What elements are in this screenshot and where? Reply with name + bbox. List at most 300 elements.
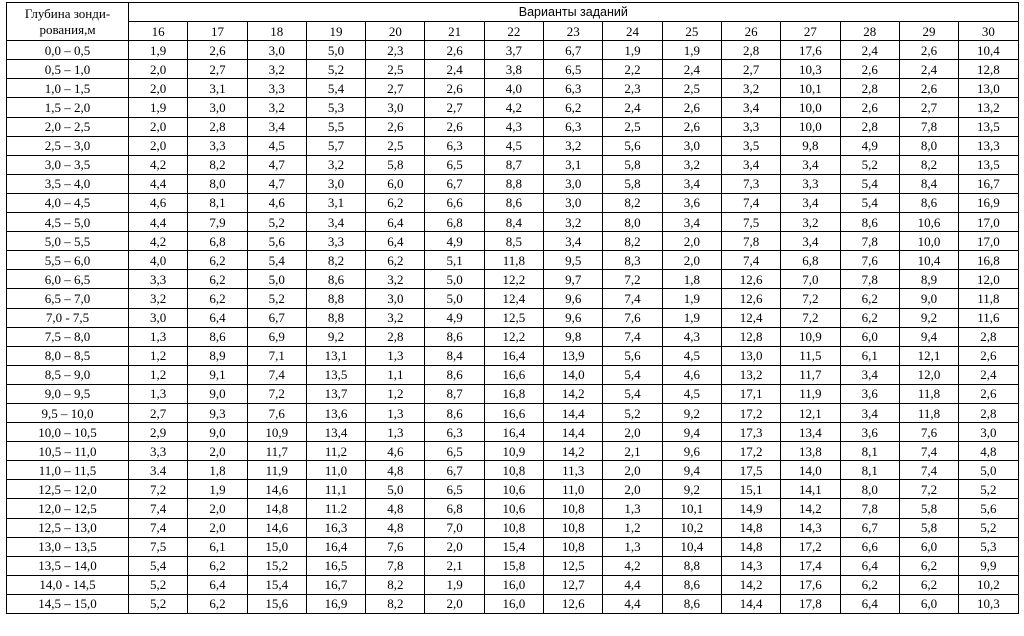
value-cell: 3,2 bbox=[306, 155, 365, 174]
value-cell: 9,7 bbox=[544, 270, 603, 289]
value-cell: 6,8 bbox=[425, 213, 484, 232]
depth-cell: 2,0 – 2,5 bbox=[7, 117, 129, 136]
value-cell: 14,3 bbox=[781, 518, 840, 537]
value-cell: 16,4 bbox=[306, 537, 365, 556]
value-cell: 7,4 bbox=[721, 251, 780, 270]
value-cell: 1,9 bbox=[425, 575, 484, 594]
value-cell: 10,2 bbox=[959, 575, 1018, 594]
value-cell: 12,4 bbox=[484, 289, 543, 308]
value-cell: 2,1 bbox=[603, 442, 662, 461]
value-cell: 11,7 bbox=[781, 365, 840, 384]
table-row bbox=[7, 60, 1019, 79]
value-cell: 3,4 bbox=[662, 174, 721, 193]
value-cell: 7,2 bbox=[899, 480, 958, 499]
value-cell: 4,5 bbox=[247, 136, 306, 155]
value-cell: 3,0 bbox=[366, 289, 425, 308]
value-cell: 12,8 bbox=[721, 327, 780, 346]
value-cell: 1,9 bbox=[129, 41, 188, 60]
value-cell: 8,2 bbox=[603, 232, 662, 251]
value-cell: 3,3 bbox=[721, 117, 780, 136]
value-cell: 9,1 bbox=[188, 365, 247, 384]
value-cell: 14,0 bbox=[781, 461, 840, 480]
value-cell: 7,4 bbox=[899, 461, 958, 480]
depth-cell: 5,5 – 6,0 bbox=[7, 251, 129, 270]
value-cell: 10,9 bbox=[247, 423, 306, 442]
value-cell: 1,3 bbox=[129, 327, 188, 346]
value-cell: 10,6 bbox=[484, 480, 543, 499]
value-cell: 14,6 bbox=[247, 480, 306, 499]
value-cell: 4,2 bbox=[129, 155, 188, 174]
value-cell: 2,4 bbox=[425, 60, 484, 79]
depth-cell: 8,0 – 8,5 bbox=[7, 346, 129, 365]
value-cell: 9,5 bbox=[544, 251, 603, 270]
value-cell: 3.4 bbox=[129, 461, 188, 480]
value-cell: 3,8 bbox=[484, 60, 543, 79]
value-cell: 8,1 bbox=[840, 461, 899, 480]
value-cell: 2,8 bbox=[366, 327, 425, 346]
table-row bbox=[7, 403, 1019, 422]
depth-cell: 7,5 – 8,0 bbox=[7, 327, 129, 346]
value-cell: 4,8 bbox=[366, 518, 425, 537]
value-cell: 4,7 bbox=[247, 155, 306, 174]
value-cell: 8,6 bbox=[425, 327, 484, 346]
value-cell: 13,0 bbox=[721, 346, 780, 365]
value-cell: 5,2 bbox=[959, 480, 1018, 499]
variant-header-18: 18 bbox=[247, 22, 306, 41]
value-cell: 6,2 bbox=[188, 594, 247, 613]
value-cell: 7,5 bbox=[129, 537, 188, 556]
value-cell: 10,0 bbox=[781, 117, 840, 136]
value-cell: 16,0 bbox=[484, 575, 543, 594]
value-cell: 14,1 bbox=[781, 480, 840, 499]
value-cell: 6,8 bbox=[781, 251, 840, 270]
value-cell: 1,3 bbox=[366, 423, 425, 442]
value-cell: 5,2 bbox=[840, 155, 899, 174]
value-cell: 2,6 bbox=[840, 98, 899, 117]
value-cell: 5,7 bbox=[306, 136, 365, 155]
depth-cell: 5,0 – 5,5 bbox=[7, 232, 129, 251]
value-cell: 8,6 bbox=[662, 575, 721, 594]
value-cell: 5,5 bbox=[306, 117, 365, 136]
value-cell: 9,2 bbox=[306, 327, 365, 346]
value-cell: 1,2 bbox=[603, 518, 662, 537]
depth-cell: 8,5 – 9,0 bbox=[7, 365, 129, 384]
value-cell: 15,8 bbox=[484, 556, 543, 575]
value-cell: 6,8 bbox=[425, 499, 484, 518]
depth-cell: 14,5 – 15,0 bbox=[7, 594, 129, 613]
value-cell: 3,7 bbox=[484, 41, 543, 60]
table-header bbox=[7, 3, 1019, 41]
value-cell: 2,9 bbox=[129, 423, 188, 442]
table-row bbox=[7, 155, 1019, 174]
variant-header-20: 20 bbox=[366, 22, 425, 41]
value-cell: 9,3 bbox=[188, 403, 247, 422]
value-cell: 2,0 bbox=[129, 117, 188, 136]
value-cell: 12,5 bbox=[544, 556, 603, 575]
value-cell: 10,0 bbox=[899, 232, 958, 251]
value-cell: 3,2 bbox=[247, 98, 306, 117]
value-cell: 2,0 bbox=[129, 79, 188, 98]
value-cell: 10,6 bbox=[484, 499, 543, 518]
value-cell: 8,6 bbox=[306, 270, 365, 289]
depth-cell: 3,5 – 4,0 bbox=[7, 174, 129, 193]
value-cell: 17,8 bbox=[781, 594, 840, 613]
value-cell: 2,6 bbox=[425, 79, 484, 98]
value-cell: 8,8 bbox=[662, 556, 721, 575]
value-cell: 2,4 bbox=[840, 41, 899, 60]
value-cell: 2,0 bbox=[662, 251, 721, 270]
value-cell: 1,2 bbox=[129, 346, 188, 365]
value-cell: 12,0 bbox=[899, 365, 958, 384]
value-cell: 4,5 bbox=[484, 136, 543, 155]
value-cell: 5,2 bbox=[306, 60, 365, 79]
value-cell: 11,1 bbox=[306, 480, 365, 499]
value-cell: 2,6 bbox=[899, 41, 958, 60]
value-cell: 5,4 bbox=[306, 79, 365, 98]
value-cell: 2,5 bbox=[662, 79, 721, 98]
value-cell: 4,6 bbox=[247, 193, 306, 212]
value-cell: 16,8 bbox=[484, 384, 543, 403]
table-row bbox=[7, 346, 1019, 365]
value-cell: 8,1 bbox=[188, 193, 247, 212]
value-cell: 5,8 bbox=[899, 518, 958, 537]
value-cell: 6,2 bbox=[188, 251, 247, 270]
table-row bbox=[7, 41, 1019, 60]
value-cell: 8,2 bbox=[188, 155, 247, 174]
value-cell: 2,7 bbox=[366, 79, 425, 98]
value-cell: 9,0 bbox=[899, 289, 958, 308]
value-cell: 8,2 bbox=[366, 594, 425, 613]
value-cell: 9,0 bbox=[188, 384, 247, 403]
value-cell: 2,7 bbox=[129, 403, 188, 422]
value-cell: 7,6 bbox=[603, 308, 662, 327]
value-cell: 12,2 bbox=[484, 327, 543, 346]
depth-cell: 4,0 – 4,5 bbox=[7, 193, 129, 212]
value-cell: 10,3 bbox=[781, 60, 840, 79]
value-cell: 6,8 bbox=[188, 232, 247, 251]
value-cell: 6,2 bbox=[366, 251, 425, 270]
value-cell: 4,6 bbox=[366, 442, 425, 461]
value-cell: 6,2 bbox=[899, 556, 958, 575]
table-row bbox=[7, 365, 1019, 384]
value-cell: 8,6 bbox=[662, 594, 721, 613]
value-cell: 7,1 bbox=[247, 346, 306, 365]
value-cell: 1,3 bbox=[366, 346, 425, 365]
value-cell: 11,9 bbox=[247, 461, 306, 480]
value-cell: 6,7 bbox=[425, 461, 484, 480]
variant-header-28: 28 bbox=[840, 22, 899, 41]
value-cell: 8,6 bbox=[188, 327, 247, 346]
value-cell: 16,9 bbox=[306, 594, 365, 613]
value-cell: 5,6 bbox=[959, 499, 1018, 518]
value-cell: 8,8 bbox=[306, 308, 365, 327]
value-cell: 13,5 bbox=[959, 155, 1018, 174]
value-cell: 2,0 bbox=[129, 136, 188, 155]
value-cell: 12,4 bbox=[721, 308, 780, 327]
value-cell: 13,7 bbox=[306, 384, 365, 403]
value-cell: 7,4 bbox=[899, 442, 958, 461]
value-cell: 12,6 bbox=[544, 594, 603, 613]
value-cell: 10,8 bbox=[544, 518, 603, 537]
value-cell: 14,4 bbox=[544, 423, 603, 442]
value-cell: 8,4 bbox=[425, 346, 484, 365]
value-cell: 2,6 bbox=[840, 60, 899, 79]
value-cell: 7,4 bbox=[247, 365, 306, 384]
value-cell: 7,2 bbox=[781, 289, 840, 308]
value-cell: 1,3 bbox=[366, 403, 425, 422]
value-cell: 10,2 bbox=[662, 518, 721, 537]
value-cell: 5,8 bbox=[603, 174, 662, 193]
value-cell: 13,5 bbox=[959, 117, 1018, 136]
value-cell: 8,7 bbox=[484, 155, 543, 174]
value-cell: 6,2 bbox=[366, 193, 425, 212]
value-cell: 10,6 bbox=[899, 213, 958, 232]
value-cell: 2,7 bbox=[899, 98, 958, 117]
value-cell: 3,3 bbox=[306, 232, 365, 251]
value-cell: 11,0 bbox=[306, 461, 365, 480]
value-cell: 3,2 bbox=[544, 213, 603, 232]
value-cell: 4,6 bbox=[662, 365, 721, 384]
variant-header-21: 21 bbox=[425, 22, 484, 41]
value-cell: 3,2 bbox=[781, 213, 840, 232]
value-cell: 6,2 bbox=[544, 98, 603, 117]
variant-header-30: 30 bbox=[959, 22, 1018, 41]
value-cell: 11,2 bbox=[306, 442, 365, 461]
value-cell: 4,9 bbox=[425, 308, 484, 327]
value-cell: 12,6 bbox=[721, 270, 780, 289]
value-cell: 7,8 bbox=[721, 232, 780, 251]
value-cell: 14,0 bbox=[544, 365, 603, 384]
value-cell: 15,0 bbox=[247, 537, 306, 556]
value-cell: 4,4 bbox=[129, 174, 188, 193]
value-cell: 4,4 bbox=[603, 594, 662, 613]
depth-cell: 11,0 – 11,5 bbox=[7, 461, 129, 480]
value-cell: 4,8 bbox=[366, 499, 425, 518]
table-row bbox=[7, 384, 1019, 403]
value-cell: 7,4 bbox=[129, 518, 188, 537]
value-cell: 2,0 bbox=[188, 518, 247, 537]
variant-header-22: 22 bbox=[484, 22, 543, 41]
value-cell: 2,8 bbox=[959, 327, 1018, 346]
value-cell: 6,3 bbox=[425, 136, 484, 155]
value-cell: 8,2 bbox=[366, 575, 425, 594]
value-cell: 3,3 bbox=[247, 79, 306, 98]
value-cell: 2,0 bbox=[603, 480, 662, 499]
value-cell: 2,7 bbox=[188, 60, 247, 79]
value-cell: 12,5 bbox=[484, 308, 543, 327]
table-row bbox=[7, 270, 1019, 289]
value-cell: 8,1 bbox=[840, 442, 899, 461]
value-cell: 10,9 bbox=[484, 442, 543, 461]
value-cell: 8,7 bbox=[425, 384, 484, 403]
value-cell: 16,4 bbox=[484, 346, 543, 365]
value-cell: 4,2 bbox=[129, 232, 188, 251]
value-cell: 12,0 bbox=[959, 270, 1018, 289]
value-cell: 3,3 bbox=[129, 270, 188, 289]
value-cell: 5,1 bbox=[425, 251, 484, 270]
table-row bbox=[7, 174, 1019, 193]
value-cell: 3,2 bbox=[721, 79, 780, 98]
value-cell: 1,3 bbox=[603, 499, 662, 518]
value-cell: 3,1 bbox=[188, 79, 247, 98]
value-cell: 14,2 bbox=[544, 442, 603, 461]
table-row bbox=[7, 499, 1019, 518]
value-cell: 4,8 bbox=[959, 442, 1018, 461]
value-cell: 5,4 bbox=[603, 365, 662, 384]
value-cell: 9,6 bbox=[662, 442, 721, 461]
value-cell: 14,8 bbox=[721, 518, 780, 537]
value-cell: 17,1 bbox=[721, 384, 780, 403]
value-cell: 9,2 bbox=[662, 403, 721, 422]
value-cell: 6,4 bbox=[840, 556, 899, 575]
value-cell: 6,4 bbox=[188, 575, 247, 594]
value-cell: 7,0 bbox=[781, 270, 840, 289]
value-cell: 9,2 bbox=[899, 308, 958, 327]
value-cell: 2,8 bbox=[959, 403, 1018, 422]
value-cell: 4,0 bbox=[484, 79, 543, 98]
value-cell: 5,2 bbox=[959, 518, 1018, 537]
value-cell: 3,4 bbox=[247, 117, 306, 136]
value-cell: 15,4 bbox=[247, 575, 306, 594]
value-cell: 7,3 bbox=[721, 174, 780, 193]
depth-cell: 0,0 – 0,5 bbox=[7, 41, 129, 60]
value-cell: 2,0 bbox=[129, 60, 188, 79]
value-cell: 8,4 bbox=[899, 174, 958, 193]
value-cell: 17,0 bbox=[959, 213, 1018, 232]
value-cell: 8,4 bbox=[484, 213, 543, 232]
value-cell: 3,4 bbox=[840, 403, 899, 422]
value-cell: 15,2 bbox=[247, 556, 306, 575]
value-cell: 1,9 bbox=[662, 41, 721, 60]
value-cell: 8,8 bbox=[484, 174, 543, 193]
value-cell: 5,0 bbox=[425, 270, 484, 289]
value-cell: 5,8 bbox=[366, 155, 425, 174]
depth-column-header bbox=[7, 3, 129, 41]
value-cell: 7,6 bbox=[366, 537, 425, 556]
value-cell: 9,6 bbox=[544, 289, 603, 308]
value-cell: 11,9 bbox=[781, 384, 840, 403]
value-cell: 4,5 bbox=[662, 384, 721, 403]
value-cell: 7,8 bbox=[899, 117, 958, 136]
table-row bbox=[7, 480, 1019, 499]
value-cell: 5,4 bbox=[840, 174, 899, 193]
depth-cell: 1,5 – 2,0 bbox=[7, 98, 129, 117]
value-cell: 3,0 bbox=[306, 174, 365, 193]
value-cell: 2,5 bbox=[366, 136, 425, 155]
value-cell: 9,9 bbox=[959, 556, 1018, 575]
value-cell: 3,4 bbox=[840, 365, 899, 384]
value-cell: 10,1 bbox=[781, 79, 840, 98]
depth-header-line1: Глубина зонди- bbox=[24, 5, 111, 21]
value-cell: 17,6 bbox=[781, 41, 840, 60]
value-cell: 1,3 bbox=[603, 537, 662, 556]
value-cell: 3,3 bbox=[129, 442, 188, 461]
depth-header-line2: рования,м bbox=[39, 21, 96, 37]
value-cell: 17,3 bbox=[721, 423, 780, 442]
value-cell: 9,4 bbox=[899, 327, 958, 346]
value-cell: 16,3 bbox=[306, 518, 365, 537]
table-row bbox=[7, 327, 1019, 346]
value-cell: 6,6 bbox=[425, 193, 484, 212]
value-cell: 6,3 bbox=[544, 117, 603, 136]
value-cell: 3,2 bbox=[544, 136, 603, 155]
value-cell: 3,4 bbox=[721, 98, 780, 117]
value-cell: 16,7 bbox=[959, 174, 1018, 193]
value-cell: 6,7 bbox=[425, 174, 484, 193]
value-cell: 15,6 bbox=[247, 594, 306, 613]
value-cell: 4,6 bbox=[129, 193, 188, 212]
value-cell: 8,6 bbox=[484, 193, 543, 212]
value-cell: 3,2 bbox=[129, 289, 188, 308]
value-cell: 5,0 bbox=[306, 41, 365, 60]
value-cell: 2,0 bbox=[425, 537, 484, 556]
value-cell: 1,8 bbox=[188, 461, 247, 480]
value-cell: 3,4 bbox=[781, 193, 840, 212]
value-cell: 3,3 bbox=[781, 174, 840, 193]
value-cell: 4,3 bbox=[484, 117, 543, 136]
value-cell: 2,6 bbox=[662, 117, 721, 136]
value-cell: 17,2 bbox=[721, 403, 780, 422]
value-cell: 8,0 bbox=[603, 213, 662, 232]
value-cell: 7,4 bbox=[603, 327, 662, 346]
table-row bbox=[7, 518, 1019, 537]
value-cell: 3,0 bbox=[366, 98, 425, 117]
value-cell: 13,5 bbox=[306, 365, 365, 384]
value-cell: 8,3 bbox=[603, 251, 662, 270]
value-cell: 6,2 bbox=[899, 575, 958, 594]
value-cell: 6,4 bbox=[366, 232, 425, 251]
value-cell: 3,2 bbox=[366, 308, 425, 327]
value-cell: 10,9 bbox=[781, 327, 840, 346]
value-cell: 1,9 bbox=[662, 289, 721, 308]
value-cell: 12,1 bbox=[781, 403, 840, 422]
value-cell: 2,6 bbox=[425, 117, 484, 136]
value-cell: 6,3 bbox=[544, 79, 603, 98]
value-cell: 1,3 bbox=[129, 384, 188, 403]
value-cell: 4,5 bbox=[662, 346, 721, 365]
value-cell: 11,6 bbox=[959, 308, 1018, 327]
value-cell: 1,2 bbox=[129, 365, 188, 384]
table-row bbox=[7, 289, 1019, 308]
table-row bbox=[7, 575, 1019, 594]
variant-header-24: 24 bbox=[603, 22, 662, 41]
value-cell: 4,9 bbox=[840, 136, 899, 155]
value-cell: 10,4 bbox=[899, 251, 958, 270]
value-cell: 5,6 bbox=[603, 346, 662, 365]
value-cell: 7,6 bbox=[840, 251, 899, 270]
value-cell: 3,0 bbox=[188, 98, 247, 117]
value-cell: 5,2 bbox=[129, 575, 188, 594]
table-row bbox=[7, 213, 1019, 232]
value-cell: 1,2 bbox=[366, 384, 425, 403]
depth-cell: 12,5 – 13,0 bbox=[7, 518, 129, 537]
table-row bbox=[7, 442, 1019, 461]
value-cell: 3,1 bbox=[544, 155, 603, 174]
value-cell: 5,2 bbox=[603, 403, 662, 422]
value-cell: 3,0 bbox=[662, 136, 721, 155]
value-cell: 12,7 bbox=[544, 575, 603, 594]
value-cell: 2,5 bbox=[366, 60, 425, 79]
value-cell: 6,2 bbox=[840, 575, 899, 594]
table-row bbox=[7, 136, 1019, 155]
value-cell: 14,4 bbox=[544, 403, 603, 422]
value-cell: 6,2 bbox=[188, 270, 247, 289]
value-cell: 7,9 bbox=[188, 213, 247, 232]
value-cell: 3,4 bbox=[306, 213, 365, 232]
value-cell: 3,0 bbox=[959, 423, 1018, 442]
table-row bbox=[7, 232, 1019, 251]
value-cell: 3,4 bbox=[544, 232, 603, 251]
